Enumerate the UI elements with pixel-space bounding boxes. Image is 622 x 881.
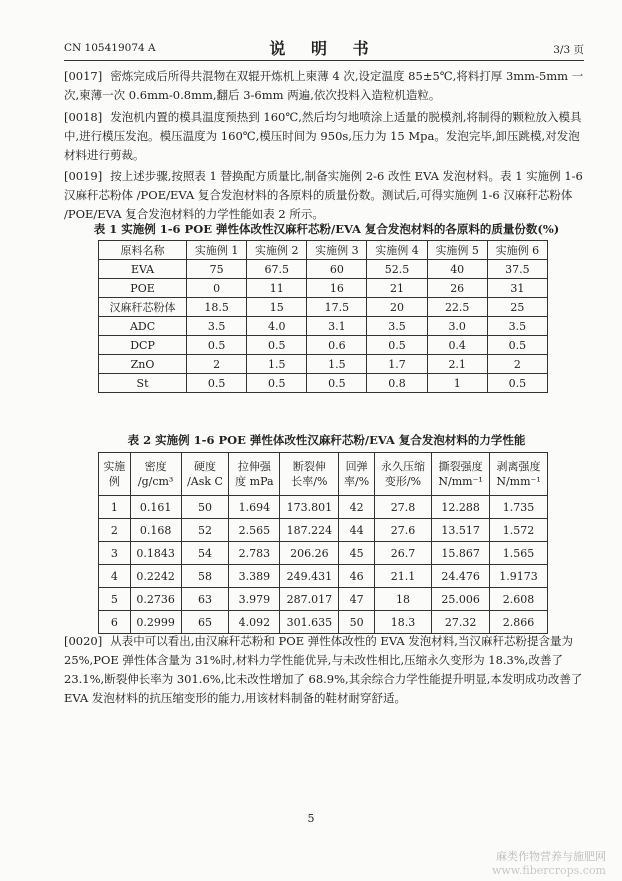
table-row <box>99 496 548 519</box>
table-cell: 65 <box>181 611 229 634</box>
table-header-cell: 实施例 5 <box>427 241 487 260</box>
table-cell: 3.5 <box>367 317 427 336</box>
table-cell: 50 <box>339 611 374 634</box>
table-cell: 1.5 <box>247 355 307 374</box>
table-cell: 18.3 <box>374 611 431 634</box>
table-cell: 18.5 <box>187 298 247 317</box>
watermark-url: www.fibercrops.com <box>491 864 606 877</box>
paragraph-0017 <box>64 67 589 105</box>
table-cell: 40 <box>427 260 487 279</box>
table-cell: 0.5 <box>247 374 307 393</box>
paragraph-text: 按上述步骤,按照表 1 替换配方质量比,制备实施例 2-6 改性 EVA 发泡材料。表 1 实施例 1-6 汉麻秆芯粉体 /POE/EVA 复合发泡材料的各原料的质量份数。测试后,可得实施例 1-6 汉麻秆芯粉体 /POE/EVA 复合发泡材料的力学性能如表 2 所示。 <box>64 169 583 221</box>
header-line: N/mm⁻¹ <box>438 475 483 488</box>
table-cell: 1.9173 <box>490 565 548 588</box>
paragraph-number: [0017] <box>64 69 103 83</box>
table-cell: 1 <box>427 374 487 393</box>
table-cell: 1.735 <box>490 496 548 519</box>
table-cell: 4 <box>99 565 131 588</box>
table-header-cell <box>490 453 548 496</box>
table-cell: 58 <box>181 565 229 588</box>
table-cell: 0.168 <box>130 519 181 542</box>
table-cell: 0.161 <box>130 496 181 519</box>
table-cell: 46 <box>339 565 374 588</box>
table-header-cell <box>229 453 280 496</box>
table-cell: 27.8 <box>374 496 431 519</box>
table-cell: 2.565 <box>229 519 280 542</box>
table-cell: 6 <box>99 611 131 634</box>
table-row <box>99 588 548 611</box>
table-cell: 21.1 <box>374 565 431 588</box>
table-cell: 26.7 <box>374 542 431 565</box>
table1-caption: 表 1 实施例 1-6 POE 弹性体改性汉麻秆芯粉/EVA 复合发泡材料的各原料的质量份数(%) <box>93 222 560 236</box>
header-line: 率/% <box>344 475 370 488</box>
table-cell: 15 <box>247 298 307 317</box>
table-cell: 20 <box>367 298 427 317</box>
table-cell: 2.866 <box>490 611 548 634</box>
table-header-cell <box>99 453 131 496</box>
table-cell: St <box>99 374 187 393</box>
table-cell: 2.783 <box>229 542 280 565</box>
table-cell: 汉麻秆芯粉体 <box>99 298 187 317</box>
table-cell: 47 <box>339 588 374 611</box>
table-cell: ZnO <box>99 355 187 374</box>
table-cell: 2 <box>99 519 131 542</box>
table-cell: 21 <box>367 279 427 298</box>
table-cell: 67.5 <box>247 260 307 279</box>
table-row <box>99 317 548 336</box>
table-cell: ADC <box>99 317 187 336</box>
table-cell: 1.694 <box>229 496 280 519</box>
table-cell: 75 <box>187 260 247 279</box>
table-cell: 3.0 <box>427 317 487 336</box>
paragraph-number: [0020] <box>64 634 103 648</box>
table-cell: 25.006 <box>432 588 490 611</box>
paragraph-number: [0019] <box>64 169 103 183</box>
table-cell: 45 <box>339 542 374 565</box>
table-cell: 44 <box>339 519 374 542</box>
table-row <box>99 260 548 279</box>
table-cell: 4.092 <box>229 611 280 634</box>
table-cell: 3.5 <box>187 317 247 336</box>
table-cell: 0.5 <box>247 336 307 355</box>
table-cell: 16 <box>307 279 367 298</box>
table-header-cell <box>432 453 490 496</box>
page-indicator: 3/3 页 <box>553 44 584 56</box>
header-line: 永久压缩 <box>380 460 425 473</box>
header-line: 硬度 <box>194 460 217 473</box>
table-cell: 22.5 <box>427 298 487 317</box>
table-cell: DCP <box>99 336 187 355</box>
table-cell: 2 <box>187 355 247 374</box>
table1-raw-materials <box>98 240 548 393</box>
table-cell: 1.572 <box>490 519 548 542</box>
table-cell: 206.26 <box>280 542 339 565</box>
table-cell: 1.5 <box>307 355 367 374</box>
table-cell: 50 <box>181 496 229 519</box>
table-cell: 42 <box>339 496 374 519</box>
table-row <box>99 542 548 565</box>
table-cell: 0.5 <box>307 374 367 393</box>
table-cell: 0.1843 <box>130 542 181 565</box>
paragraph-text: 发泡机内置的模具温度预热到 160℃,然后均匀地喷涂上适量的脱模剂,将制得的颗粒放入模具中,进行模压发泡。模压温度为 160℃,模压时间为 950s,压力为 15 Mpa。发泡完毕,卸压跳模,对发泡材料进行剪裁。 <box>64 110 582 162</box>
table-cell: 0.2242 <box>130 565 181 588</box>
table-cell: 1.565 <box>490 542 548 565</box>
table-cell: 17.5 <box>307 298 367 317</box>
table-cell: 0.4 <box>427 336 487 355</box>
table-cell: 11 <box>247 279 307 298</box>
table-cell: 5 <box>99 588 131 611</box>
page-number: 5 <box>307 812 315 825</box>
paragraph-text: 从表中可以看出,由汉麻秆芯粉和 POE 弹性体改性的 EVA 发泡材料,当汉麻秆芯粉提含量为 25%,POE 弹性体含量为 31%时,材料力学性能优异,与未改性相比,压缩永久变形为 18.3%,改善了 23.1%,断裂伸长率为 301.6%,比未改性增加了 68.9%,其余综合力学性能提升明显,本发明成功改善了 EVA 发泡材料的抗压缩变形的能力,用该材料制备的鞋材耐穿舒适。 <box>64 634 583 705</box>
table-header-row <box>99 241 548 260</box>
table-cell: 2.1 <box>427 355 487 374</box>
table-cell: 301.635 <box>280 611 339 634</box>
table-cell: 3.5 <box>487 317 547 336</box>
table-header-cell: 实施例 4 <box>367 241 427 260</box>
table-cell: 37.5 <box>487 260 547 279</box>
table-cell: 3.389 <box>229 565 280 588</box>
table-row <box>99 565 548 588</box>
table-cell: 27.6 <box>374 519 431 542</box>
table-cell: 52.5 <box>367 260 427 279</box>
patent-number: CN 105419074 A <box>64 42 156 54</box>
table-cell: 0.5 <box>367 336 427 355</box>
paragraph-text: 密炼完成后所得共混物在双辊开炼机上柬薄 4 次,设定温度 85±5℃,将料打厚 3mm-5mm 一次,柬薄一次 0.6mm-0.8mm,翻后 3-6mm 两遍,依次投料入造粒机造粒。 <box>64 69 584 102</box>
table-cell: 2 <box>487 355 547 374</box>
header-line: N/mm⁻¹ <box>496 475 541 488</box>
table-cell: 0.8 <box>367 374 427 393</box>
table-header-cell <box>374 453 431 496</box>
header-line: /Ask C <box>187 475 223 488</box>
paragraph-number: [0018] <box>64 110 103 124</box>
header-line: 剥离强度 <box>496 460 541 473</box>
table-cell: 12.288 <box>432 496 490 519</box>
header-line: 拉伸强 <box>237 460 271 473</box>
table-cell: 0.5 <box>187 374 247 393</box>
table-cell: 63 <box>181 588 229 611</box>
paragraph-0020 <box>64 632 589 708</box>
table-cell: 26 <box>427 279 487 298</box>
table-row <box>99 519 548 542</box>
table-cell: 15.867 <box>432 542 490 565</box>
header-line: 度 mPa <box>235 475 274 488</box>
table-row <box>99 336 548 355</box>
table-cell: 18 <box>374 588 431 611</box>
table-row <box>99 279 548 298</box>
header-divider <box>64 60 584 61</box>
table-cell: 0.5 <box>487 336 547 355</box>
table-cell: 1 <box>99 496 131 519</box>
header-line: 例 <box>108 475 120 488</box>
table-cell: 13.517 <box>432 519 490 542</box>
table-cell: 3.979 <box>229 588 280 611</box>
table-cell: POE <box>99 279 187 298</box>
header-line: 撕裂强度 <box>438 460 483 473</box>
table2-mechanical-properties <box>98 452 548 634</box>
table-cell: 3 <box>99 542 131 565</box>
watermark-text: 麻类作物营养与施肥网 <box>496 850 606 863</box>
table-header-row <box>99 453 548 496</box>
table2-caption: 表 2 实施例 1-6 POE 弹性体改性汉麻秆芯粉/EVA 复合发泡材料的力学性能 <box>127 433 526 447</box>
table-cell: 31 <box>487 279 547 298</box>
table-cell: 287.017 <box>280 588 339 611</box>
table-header-cell: 实施例 6 <box>487 241 547 260</box>
table-header-cell: 原料名称 <box>99 241 187 260</box>
table-cell: 2.608 <box>490 588 548 611</box>
table-row <box>99 355 548 374</box>
table-cell: 1.7 <box>367 355 427 374</box>
table-cell: 187.224 <box>280 519 339 542</box>
table-cell: 60 <box>307 260 367 279</box>
header-line: 密度 <box>144 460 167 473</box>
header-line: 变形/% <box>384 475 422 488</box>
document-title: 说 明 书 <box>269 39 379 58</box>
table-cell: 0.5 <box>487 374 547 393</box>
header-line: 实施 <box>103 460 126 473</box>
table-cell: 4.0 <box>247 317 307 336</box>
page-header <box>64 36 584 60</box>
table-header-cell <box>181 453 229 496</box>
table-header-cell: 实施例 1 <box>187 241 247 260</box>
table-header-cell <box>130 453 181 496</box>
table-cell: 0.2999 <box>130 611 181 634</box>
table-row <box>99 298 548 317</box>
table-row <box>99 611 548 634</box>
table-cell: 54 <box>181 542 229 565</box>
header-line: /g/cm³ <box>137 475 174 488</box>
table-header-cell: 实施例 2 <box>247 241 307 260</box>
table-cell: 3.1 <box>307 317 367 336</box>
table-cell: 0.2736 <box>130 588 181 611</box>
table-cell: 52 <box>181 519 229 542</box>
table-header-cell: 实施例 3 <box>307 241 367 260</box>
paragraph-0019 <box>64 167 589 224</box>
header-line: 断裂伸 <box>292 460 326 473</box>
table-cell: 173.801 <box>280 496 339 519</box>
table-cell: 249.431 <box>280 565 339 588</box>
table-cell: EVA <box>99 260 187 279</box>
table-cell: 0 <box>187 279 247 298</box>
table-cell: 0.5 <box>187 336 247 355</box>
header-line: 回弹 <box>345 460 368 473</box>
table-cell: 25 <box>487 298 547 317</box>
paragraph-0018 <box>64 108 589 165</box>
table-cell: 0.6 <box>307 336 367 355</box>
table-cell: 27.32 <box>432 611 490 634</box>
table-header-cell <box>339 453 374 496</box>
table-header-cell <box>280 453 339 496</box>
table-row <box>99 374 548 393</box>
table-cell: 24.476 <box>432 565 490 588</box>
header-line: 长率/% <box>291 475 328 488</box>
